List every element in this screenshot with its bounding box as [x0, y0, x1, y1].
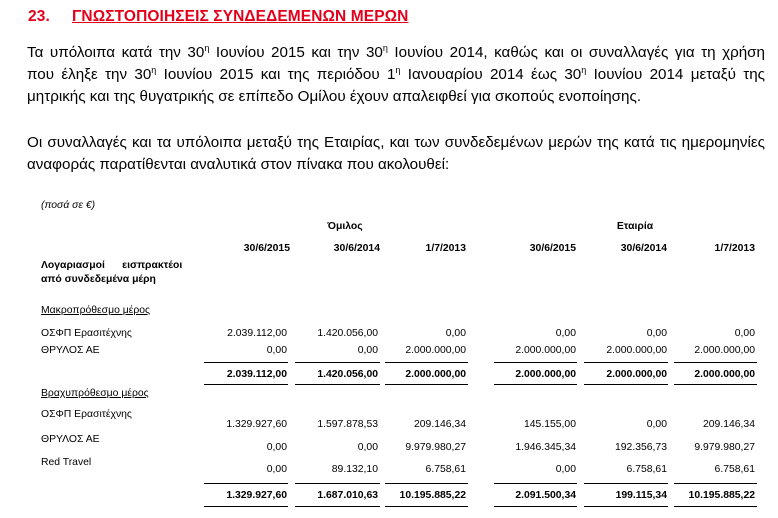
- intro-line-3: μητρικής και της θυγατρικής σε επίπεδο Ομίλου έχουν απαλειφθεί για σκοπούς ενοποίησης.: [27, 88, 642, 105]
- subtotal-rule: [295, 362, 380, 363]
- total-rule: [295, 506, 380, 507]
- company-header: Εταιρία: [616, 221, 654, 232]
- total-rule: [674, 384, 757, 385]
- table-cell: 0,00: [266, 464, 287, 475]
- total-rule: [584, 506, 668, 507]
- table-cell: 2.000.000,00: [405, 345, 466, 356]
- date-col-1: 30/6/2015: [243, 243, 290, 254]
- table-intro-line-1: Οι συναλλαγές και τα υπόλοιπα μεταξύ της Εταιρίας, και των συνδεδεμένων μερών της κατά τις ημερομηνίες: [27, 134, 765, 151]
- table-cell: 2.039.112,00: [227, 328, 287, 339]
- date-col-2: 30/6/2014: [333, 243, 380, 254]
- table-cell: 209.146,34: [702, 419, 755, 430]
- total-cell: 2.000.000,00: [515, 369, 576, 380]
- total-cell: 1.329.927,60: [226, 490, 287, 501]
- row-name: ΘΡΥΛΟΣ ΑΕ: [41, 345, 100, 356]
- total-rule: [674, 506, 757, 507]
- table-cell: 1.597.878,53: [317, 419, 378, 430]
- subtotal-rule: [295, 483, 380, 484]
- total-rule: [494, 506, 577, 507]
- table-cell: 209.146,34: [413, 419, 466, 430]
- table-cell: 0,00: [646, 328, 667, 339]
- short-term-label: Βραχυπρόθεσμο μέρος: [41, 388, 149, 399]
- table-cell: 2.000.000,00: [694, 345, 755, 356]
- table-cell: 9.979.980,27: [405, 442, 466, 453]
- subtotal-rule: [204, 483, 288, 484]
- long-term-label: Μακροπρόθεσμο μέρος: [41, 305, 151, 316]
- table-cell: 1.329.927,60: [226, 419, 287, 430]
- unit-note: (ποσά σε €): [41, 200, 96, 211]
- table-cell: 1.946.345,34: [515, 442, 576, 453]
- subtotal-rule: [584, 483, 668, 484]
- total-cell: 2.000.000,00: [405, 369, 466, 380]
- table-cell: 2.000.000,00: [515, 345, 576, 356]
- table-cell: 6.758,61: [714, 464, 755, 475]
- date-col-6: 1/7/2013: [714, 243, 755, 254]
- total-rule: [204, 506, 288, 507]
- table-cell: 0,00: [357, 345, 378, 356]
- total-cell: 10.195.885,22: [399, 490, 466, 501]
- row-name: ΟΣΦΠ Ερασιτέχνης: [41, 328, 132, 339]
- section-title: ΓΝΩΣΤΟΠΟΙΗΣΕΙΣ ΣΥΝΔΕΔΕΜΕΝΩΝ ΜΕΡΩΝ: [72, 8, 409, 25]
- total-rule: [584, 384, 668, 385]
- table-cell: 6.758,61: [425, 464, 466, 475]
- row-title-line-2: από συνδεδεμένα μέρη: [41, 274, 156, 285]
- subtotal-rule: [584, 362, 668, 363]
- total-rule: [295, 384, 380, 385]
- table-intro-paragraph: [27, 132, 765, 176]
- row-name: ΘΡΥΛΟΣ ΑΕ: [41, 434, 100, 445]
- intro-line-1: Τα υπόλοιπα κατά την $30^\eta$ Ιουνίου 2015 και την $30^\eta$ Ιουνίου 2014, καθώς και οι συναλλαγές για τη χρήση: [27, 43, 765, 61]
- subtotal-rule: [674, 483, 757, 484]
- total-cell: 2.091.500,34: [515, 490, 576, 501]
- table-cell: 0,00: [555, 464, 576, 475]
- total-cell: 2.039.112,00: [226, 369, 287, 380]
- total-rule: [385, 384, 468, 385]
- table-cell: 0,00: [357, 442, 378, 453]
- total-rule: [494, 384, 577, 385]
- row-name: Red Travel: [41, 457, 92, 468]
- total-cell: 2.000.000,00: [694, 369, 755, 380]
- table-cell: 89.132,10: [331, 464, 378, 475]
- table-cell: 6.758,61: [626, 464, 667, 475]
- total-rule: [385, 506, 468, 507]
- total-cell: 1.687.010,63: [317, 490, 378, 501]
- total-cell: 199.115,34: [615, 490, 667, 501]
- intro-line-2: που έληξε την $30^\eta$ Ιουνίου 2015 και της περιόδου $1^\eta$ Ιανουαρίου 2014 έως $30^\eta$ Ιουνίου 2014 μεταξύ της: [27, 65, 765, 83]
- row-name: ΟΣΦΠ Ερασιτέχνης: [41, 409, 132, 420]
- date-col-5: 30/6/2014: [620, 243, 667, 254]
- total-cell: 1.420.056,00: [317, 369, 378, 380]
- subtotal-rule: [385, 362, 468, 363]
- table-cell: 0,00: [266, 442, 287, 453]
- table-cell: 0,00: [555, 328, 576, 339]
- table-intro-line-2: αναφοράς παρατίθενται αναλυτικά στον πίνακα που ακολουθεί:: [27, 156, 450, 173]
- table-cell: 0,00: [646, 419, 667, 430]
- subtotal-rule: [674, 362, 757, 363]
- subtotal-rule: [385, 483, 468, 484]
- section-number: 23.: [28, 8, 50, 25]
- table-cell: 0,00: [734, 328, 755, 339]
- row-title-line-1: Λογαριασμοί εισπρακτέοι: [41, 260, 183, 271]
- intro-paragraph: [27, 42, 765, 108]
- table-cell: 9.979.980,27: [694, 442, 755, 453]
- total-cell: 10.195.885,22: [688, 490, 755, 501]
- total-cell: 2.000.000,00: [606, 369, 667, 380]
- total-rule: [204, 384, 288, 385]
- table-cell: 2.000.000,00: [606, 345, 667, 356]
- date-col-3: 1/7/2013: [425, 243, 466, 254]
- section-heading: [28, 8, 408, 26]
- subtotal-rule: [204, 362, 288, 363]
- table-cell: 145.155,00: [523, 419, 576, 430]
- subtotal-rule: [494, 483, 577, 484]
- table-cell: 0,00: [266, 345, 287, 356]
- group-header: Όμιλος: [327, 221, 363, 232]
- subtotal-rule: [494, 362, 577, 363]
- table-cell: 1.420.056,00: [317, 328, 378, 339]
- table-cell: 0,00: [445, 328, 466, 339]
- date-col-4: 30/6/2015: [529, 243, 576, 254]
- table-cell: 192.356,73: [614, 442, 667, 453]
